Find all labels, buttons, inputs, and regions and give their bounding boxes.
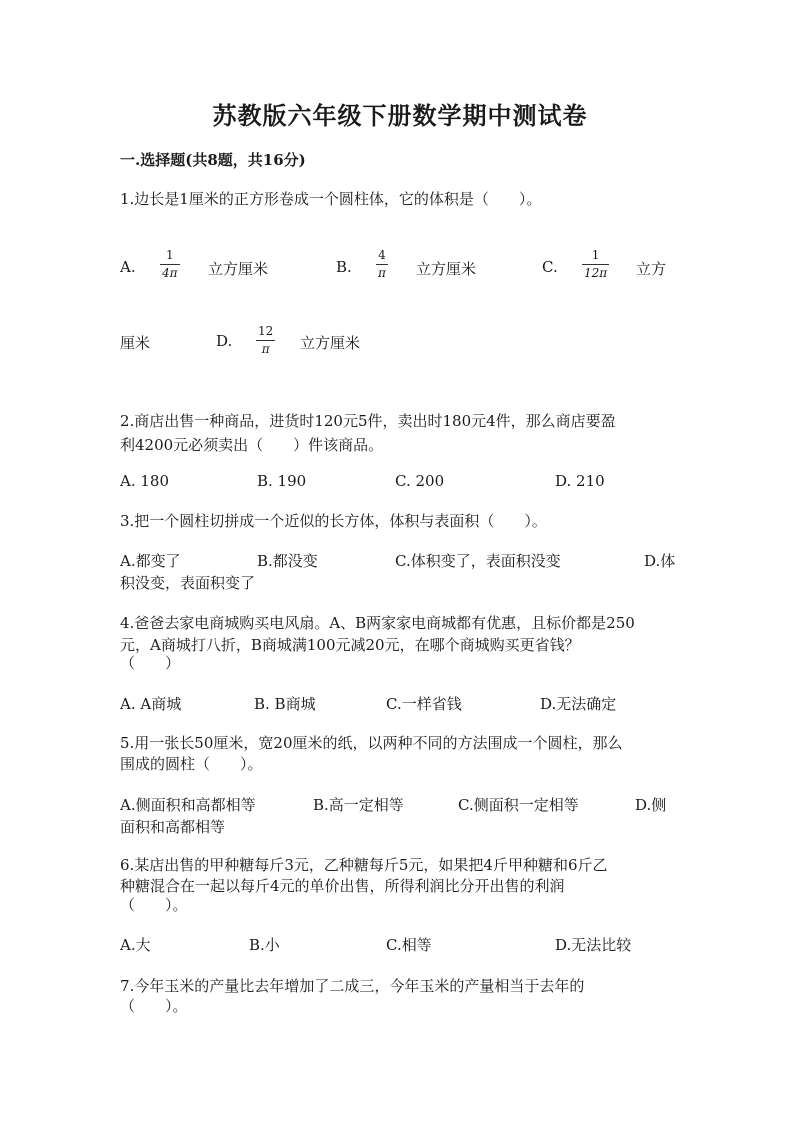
q1-option-c-fraction: [582, 248, 609, 281]
q6-option-b: B.小: [249, 936, 280, 954]
fraction-bar: [160, 264, 180, 265]
q5-option-b: B.高一定相等: [313, 796, 404, 814]
q1-option-a-label: A.: [120, 258, 136, 276]
q1-option-b-fraction: [376, 248, 388, 281]
section-heading: 一.选择题(共8题，共16分): [120, 151, 306, 169]
question-4-line-2: 元，A商城打八折，B商城满100元减20元，在哪个商城购买更省钱？: [120, 636, 580, 654]
q4-option-d: D.无法确定: [540, 695, 617, 713]
q4-option-b: B. B商城: [254, 695, 316, 713]
q1-option-c-unit: 立方: [636, 260, 667, 278]
q1-option-a-unit: 立方厘米: [208, 260, 269, 278]
fraction-numerator: 1: [591, 248, 600, 262]
q6-option-d: D.无法比较: [555, 936, 632, 954]
question-5-line-1: 5.用一张长50厘米，宽20厘米的纸，以两种不同的方法围成一个圆柱，那么: [120, 734, 623, 752]
fraction-numerator: 12: [258, 324, 274, 338]
question-6-line-2: 种糖混合在一起以每斤4元的单价出售，所得利润比分开出售的利润: [120, 877, 565, 895]
q3-option-d-continued: 积没变，表面积变了: [120, 574, 256, 592]
q1-option-c-label: C.: [542, 258, 558, 276]
q1-option-d-unit: 立方厘米: [300, 334, 361, 352]
fraction-denominator: 12π: [584, 266, 608, 280]
question-1-text: 1.边长是1厘米的正方形卷成一个圆柱体，它的体积是（ ）。: [120, 190, 542, 208]
page-title: 苏教版六年级下册数学期中测试卷: [212, 101, 588, 130]
q2-option-b: B. 190: [257, 472, 307, 490]
q6-option-a: A.大: [120, 936, 151, 954]
fraction-numerator: 1: [165, 248, 174, 262]
question-6-line-1: 6.某店出售的甲种糖每斤3元，乙种糖每斤5元，如果把4斤甲种糖和6斤乙: [120, 856, 608, 874]
q5-option-d: D.侧: [635, 796, 667, 814]
fraction-denominator: π: [261, 342, 270, 356]
q1-option-b-unit: 立方厘米: [416, 260, 477, 278]
question-5-line-2: 围成的圆柱（ ）。: [120, 755, 263, 773]
q1-option-d-fraction: [256, 324, 275, 357]
question-4-line-3: （ ）: [120, 654, 181, 672]
question-7-line-2: （ ）。: [120, 997, 188, 1015]
q1-option-b-label: B.: [336, 258, 352, 276]
q2-option-a: A. 180: [120, 472, 169, 490]
q3-option-a: A.都变了: [120, 552, 181, 570]
fraction-numerator: 4: [378, 248, 386, 262]
question-7-line-1: 7.今年玉米的产量比去年增加了二成三，今年玉米的产量相当于去年的: [120, 977, 585, 995]
q2-option-d: D. 210: [555, 472, 605, 490]
q3-option-c: C.体积变了，表面积没变: [395, 552, 561, 570]
q1-option-c-unit-continued: 厘米: [120, 334, 151, 352]
fraction-denominator: π: [378, 266, 386, 280]
question-6-line-3: （ ）。: [120, 896, 188, 914]
q3-option-d: D.体: [644, 552, 676, 570]
q4-option-a: A. A商城: [120, 695, 182, 713]
q4-option-c: C.一样省钱: [386, 695, 462, 713]
q3-option-b: B.都没变: [257, 552, 318, 570]
question-4-line-1: 4.爸爸去家电商城购买电风扇。A、B两家家电商城都有优惠，且标价都是250: [120, 614, 635, 632]
q2-option-c: C. 200: [395, 472, 445, 490]
q1-option-a-fraction: [160, 248, 180, 281]
fraction-bar: [582, 264, 609, 265]
question-2-line-2: 利4200元必须卖出（ ）件该商品。: [120, 436, 384, 454]
q5-option-c: C.侧面积一定相等: [458, 796, 579, 814]
fraction-denominator: 4π: [162, 266, 178, 280]
q6-option-c: C.相等: [386, 936, 432, 954]
fraction-bar: [376, 264, 388, 265]
question-2-line-1: 2.商店出售一种商品，进货时120元5件，卖出时180元4件，那么商店要盈: [120, 412, 616, 430]
question-3-text: 3.把一个圆柱切拼成一个近似的长方体，体积与表面积（ ）。: [120, 512, 547, 530]
q1-option-d-label: D.: [216, 332, 233, 350]
q5-option-d-continued: 面积和高都相等: [120, 818, 226, 836]
q5-option-a: A.侧面积和高都相等: [120, 796, 256, 814]
fraction-bar: [256, 340, 275, 341]
